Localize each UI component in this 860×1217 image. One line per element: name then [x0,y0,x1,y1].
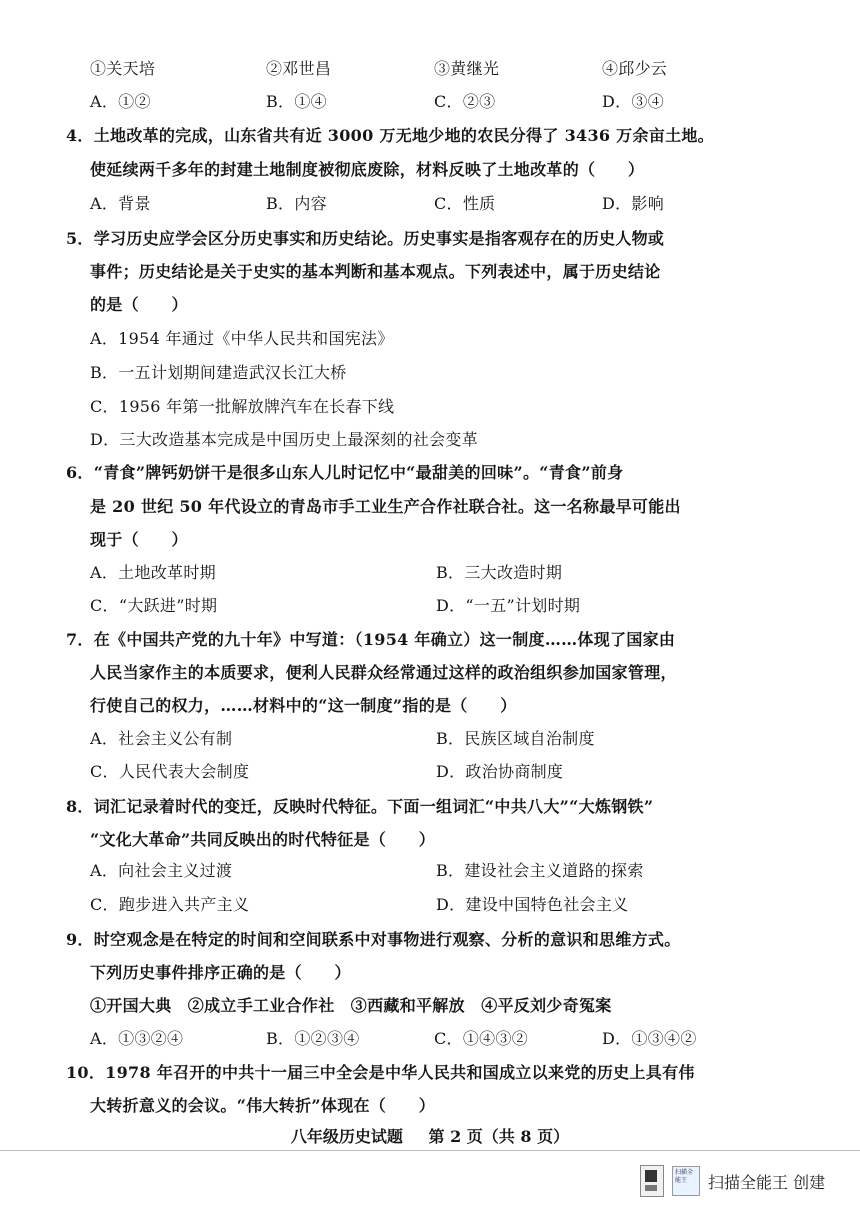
q6-stem-line: 是 20 世纪 50 年代设立的青岛市手工业生产合作社联合社。这一名称最早可能出 [90,497,681,516]
q6-option: B．三大改造时期 [436,563,563,582]
q6-option: A．土地改革时期 [90,563,216,582]
q8-options-row [0,860,860,882]
q6-stem-line: 6．“青食”牌钙奶饼干是很多山东人儿时记忆中“最甜美的回味”。“青食”前身 [66,463,624,482]
footer-page-number: 第 2 页（共 8 页） [428,1127,570,1146]
q7-option: A．社会主义公有制 [90,729,233,748]
q7-stem-line: 7．在《中国共产党的九十年》中写道：（1954 年确立）这一制度……体现了国家由 [66,630,676,649]
q10-stem-line: 10．1978 年召开的中共十一届三中全会是中华人民共和国成立以来党的历史上具有伟 [66,1063,695,1082]
q9-option: A．①③②④ [90,1029,184,1048]
q7-option: C．人民代表大会制度 [90,762,250,781]
q8-option: B．建设社会主义道路的探索 [436,861,644,880]
q3-items [0,58,860,80]
q4-option: B．内容 [266,194,327,213]
q5-option: D．三大改造基本完成是中国历史上最深刻的社会变革 [90,430,479,449]
q4-option: C．性质 [434,194,496,213]
q6-options-row [0,562,860,584]
footer-subject: 八年级历史试题 [290,1127,403,1146]
q6-options-row [0,595,860,617]
q10-stem-line: 大转折意义的会议。“伟大转折”体现在（ ） [90,1096,436,1115]
q3-item: ④邱少云 [602,59,668,78]
q8-option: A．向社会主义过渡 [90,861,233,880]
q9-stem-line: 9．时空观念是在特定的时间和空间联系中对事物进行观察、分析的意识和思维方式。 [66,930,681,949]
q3-option: D．③④ [602,92,665,111]
q9-options [0,1028,860,1050]
q9-option: C．①④③② [434,1029,529,1048]
q6-option: C．“大跃进”时期 [90,596,218,615]
q4-options [0,193,860,215]
q5-option: A．1954 年通过《中华人民共和国宪法》 [90,329,394,348]
q7-options-row [0,761,860,783]
q5-option: C．1956 年第一批解放牌汽车在长春下线 [90,397,395,416]
q5-stem-line: 事件；历史结论是关于史实的基本判断和基本观点。下列表述中，属于历史结论 [90,262,661,281]
q3-option: A．①② [90,92,151,111]
q4-stem-line: 使延续两千多年的封建土地制度被彻底废除，材料反映了土地改革的（ ） [90,160,645,179]
q3-item: ③黄继光 [434,59,500,78]
q3-option: C．②③ [434,92,496,111]
q8-options-row [0,894,860,916]
scan-divider [0,1150,860,1151]
q7-option: D．政治协商制度 [436,762,564,781]
page-footer [0,1124,860,1147]
app-logo-icon: 扫描全能王 [672,1166,700,1196]
q7-options-row [0,728,860,750]
q6-stem-line: 现于（ ） [90,530,188,549]
q5-option: B．一五计划期间建造武汉长江大桥 [90,363,347,382]
q5-stem-line: 5．学习历史应学会区分历史事实和历史结论。历史事实是指客观存在的历史人物或 [66,229,665,248]
q9-option: B．①②③④ [266,1029,360,1048]
q4-option: A．背景 [90,194,151,213]
q7-option: B．民族区域自治制度 [436,729,595,748]
scanner-watermark [640,1163,825,1199]
q7-stem-line: 人民当家作主的本质要求，便利人民群众经常通过这样的政治组织参加国家管理， [90,663,677,682]
watermark-text: 扫描全能王 创建 [708,1172,826,1192]
q4-stem-line: 4．土地改革的完成，山东省共有近 3000 万无地少地的农民分得了 3436 万余亩土地。 [66,126,714,145]
qr-code-icon [640,1165,664,1197]
q8-option: D．建设中国特色社会主义 [436,895,629,914]
q6-option: D．“一五”计划时期 [436,596,581,615]
q4-option: D．影响 [602,194,665,213]
q8-option: C．跑步进入共产主义 [90,895,250,914]
q8-stem-line: 8．词汇记录着时代的变迁，反映时代特征。下面一组词汇“中共八大”“大炼钢铁” [66,797,654,816]
q5-stem-line: 的是（ ） [90,295,188,314]
q3-item: ②邓世昌 [266,59,332,78]
q3-option: B．①④ [266,92,327,111]
q9-event-list: ①开国大典 ②成立手工业合作社 ③西藏和平解放 ④平反刘少奇冤案 [90,996,612,1015]
q7-stem-line: 行使自己的权力，……材料中的“这一制度”指的是（ ） [90,696,517,715]
q9-stem-line: 下列历史事件排序正确的是（ ） [90,963,351,982]
q8-stem-line: “文化大革命”共同反映出的时代特征是（ ） [90,830,436,849]
q3-options [0,91,860,113]
q3-item: ①关天培 [90,59,156,78]
q9-option: D．①③④② [602,1029,697,1048]
